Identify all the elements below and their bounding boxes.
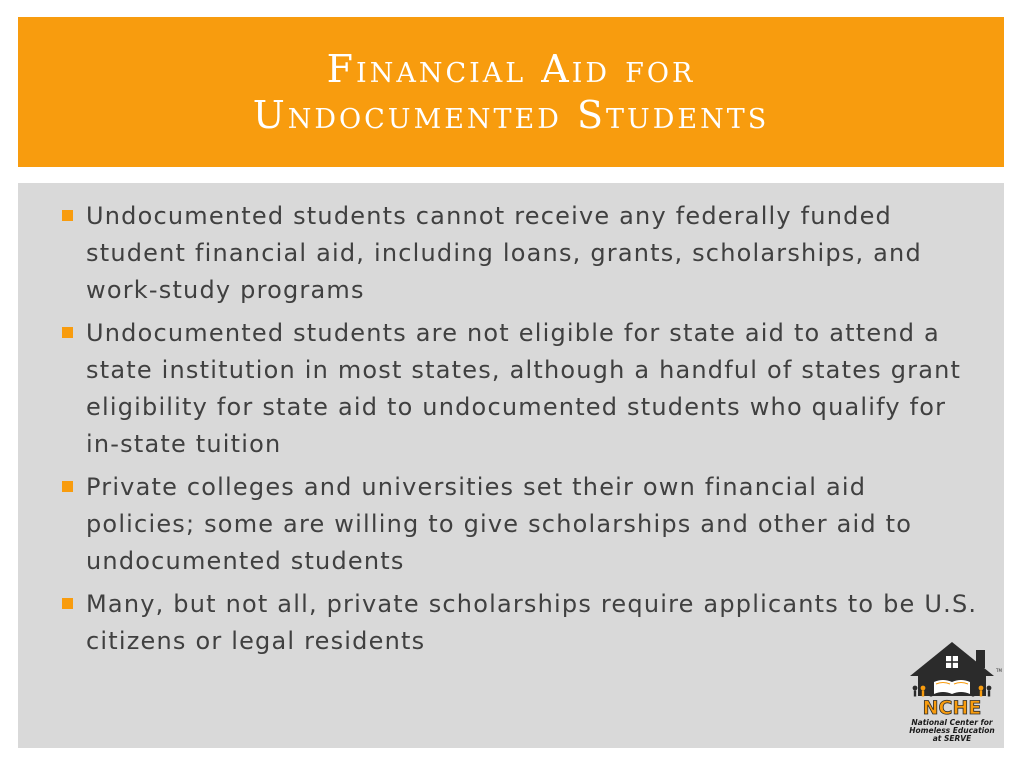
bullet-list (62, 198, 982, 666)
nche-logo (896, 640, 1008, 746)
bullet-text: Private colleges and universities set their own financial aid policies; some are willing to give scholarships and other aid to undocumented students (86, 473, 913, 575)
logo-caption-line-2: Homeless Education (909, 726, 995, 735)
logo-caption-line-3: at SERVE (932, 734, 972, 743)
bullet-item-federal-aid (62, 198, 982, 309)
logo-caption-line-1: National Center for (911, 718, 993, 727)
bullet-text: Many, but not all, private scholarships require applicants to be U.S. citizens or legal residents (86, 590, 978, 655)
square-bullet-icon (62, 327, 73, 338)
square-bullet-icon (62, 598, 73, 609)
bullet-item-private-colleges (62, 469, 982, 580)
trademark-mark: TM (996, 668, 1002, 673)
title-bar (18, 17, 1004, 167)
bullet-text: Undocumented students cannot receive any federally funded student financial aid, including loans, grants, scholarships, and work-study programs (86, 202, 922, 304)
square-bullet-icon (62, 210, 73, 221)
square-bullet-icon (62, 481, 73, 492)
bullet-item-state-aid (62, 315, 982, 463)
nche-wordmark: NCHE (922, 697, 982, 718)
content-panel (18, 183, 1004, 748)
slide-title-line-1: Financial Aid for (326, 47, 696, 91)
house-logo-icon (896, 640, 1008, 718)
bullet-text: Undocumented students are not eligible for state aid to attend a state institution in most states, although a handful of states grant eligibility for state aid to undocumented students who qualify for in-state tuition (86, 319, 962, 458)
slide-title-line-2: Undocumented Students (252, 93, 770, 137)
bullet-item-private-scholarships (62, 586, 982, 660)
